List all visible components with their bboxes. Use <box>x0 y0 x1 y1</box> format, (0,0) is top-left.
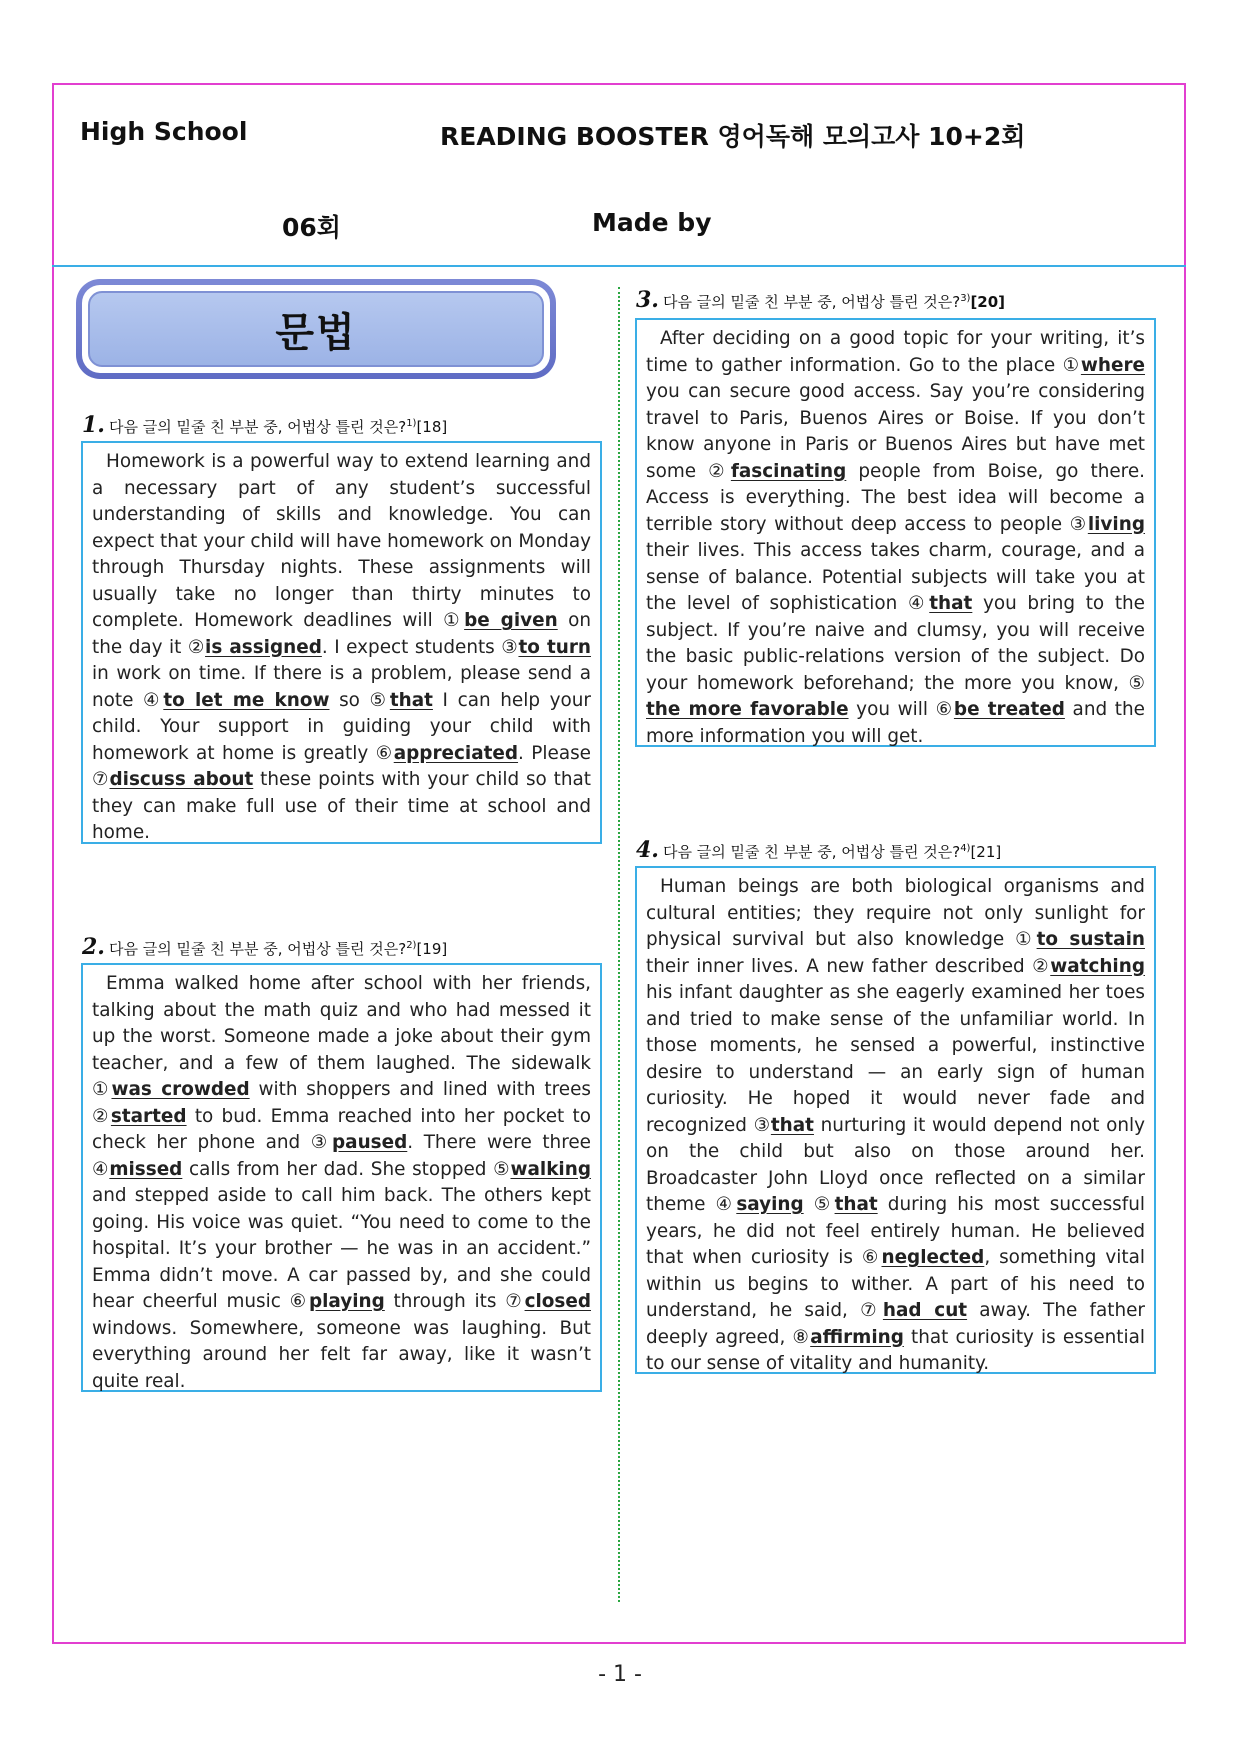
question-3-title: 3. 다음 글의 밑줄 친 부분 중, 어법상 틀린 것은?$^{3)}$[20] <box>636 287 1006 313</box>
passage-text: you will ⑥ <box>848 699 954 720</box>
underlined-choice: missed <box>109 1158 183 1180</box>
passage-text: . There were three ④ <box>92 1132 591 1180</box>
passage-text: to bud. Emma reached into her pocket to check her phone and ③ <box>92 1105 591 1153</box>
passage-text: you can secure good access. Say you’re considering travel to Paris, Buenos Aires or Boise. If you don’t know anyone in Paris or Buenos Aires but have met some ② <box>646 381 1145 482</box>
passage-text: . I expect students ③ <box>321 636 519 658</box>
passage-text: you bring to the subject. If you’re naive and clumsy, you will receive the basic public-relations version of the subject. Do your homework beforehand; the more you know, ⑤ <box>646 593 1145 694</box>
underlined-choice: affirming <box>810 1326 904 1348</box>
passage-text: windows. Somewhere, someone was laughing. But everything around her felt far away, like it wasn’t quite real. <box>92 1317 591 1392</box>
passage-text: during his most successful years, he did not feel entirely human. He believed that when curiosity is ⑥ <box>646 1194 1145 1268</box>
underlined-choice: started <box>110 1105 187 1127</box>
underlined-choice: that <box>389 689 433 711</box>
underlined-choice: watching <box>1050 955 1145 977</box>
header-title: READING BOOSTER 영어독해 모의고사 10+2회 <box>440 122 1026 151</box>
underlined-choice: be treated <box>953 699 1065 720</box>
passage-text: ⑤ <box>803 1194 835 1215</box>
question-3-passage <box>635 318 1156 747</box>
underlined-choice: had cut <box>882 1300 968 1321</box>
passage-text: nurturing it would depend not only on the child but also on those around her. Broadcaster John Lloyd once reflected on a similar theme ④ <box>646 1114 1145 1215</box>
underlined-choice: walking <box>510 1158 591 1180</box>
question-2-passage <box>81 963 602 1392</box>
passage-text: through its ⑦ <box>384 1291 525 1312</box>
header-school: High School <box>80 117 248 146</box>
passage-text: . Please ⑦ <box>92 742 591 790</box>
underlined-choice: neglected <box>881 1247 985 1268</box>
header-round: 06회 <box>282 213 341 242</box>
passage-text: people from Boise, go there. Access is everything. The best idea will become a terrible story without deep access to people ③ <box>646 460 1145 535</box>
passage-text: their lives. This access takes charm, courage, and a sense of balance. Potential subjects will take you at the level of sophistication ④ <box>646 540 1145 614</box>
underlined-choice: to turn <box>518 636 591 658</box>
question-4-passage <box>635 866 1156 1374</box>
section-title: 문법 <box>275 309 357 356</box>
passage-text: Homework is a powerful way to extend learning and a necessary part of any student’s successful understanding of skills and knowledge. You can expect that your child will have homework on Monday through Thursday nights. These assignments will usually take no longer than thirty minutes to complete. Homework deadlines will ① <box>92 451 591 631</box>
underlined-choice: to sustain <box>1036 929 1145 950</box>
question-1-title: 1. 다음 글의 밑줄 친 부분 중, 어법상 틀린 것은?$^{1)}$[18] <box>82 412 448 438</box>
passage-text: with shoppers and lined with trees ② <box>92 1079 591 1127</box>
underlined-choice: saying <box>736 1194 804 1215</box>
header-rule <box>52 265 1186 267</box>
underlined-choice: is assigned <box>205 636 322 658</box>
passage-text: and stepped aside to call him back. The others kept going. His voice was quiet. “You need to come to the hospital. It’s your brother — he was in an accident.” Emma didn’t move. A car passed by, and she could hear cheerful music ⑥ <box>92 1185 591 1312</box>
passage-text: their inner lives. A new father described ② <box>646 955 1051 977</box>
section-banner <box>76 279 556 379</box>
underlined-choice: discuss about <box>109 769 254 790</box>
underlined-choice: appreciated <box>393 742 519 764</box>
underlined-choice: the more favorable <box>646 699 849 720</box>
passage-text: on the day it ② <box>92 610 591 658</box>
underlined-choice: that <box>834 1194 878 1215</box>
underlined-choice: that <box>929 593 973 614</box>
passage-text: I can help your child. Your support in guiding your child with homework at home is greatly ⑥ <box>92 689 591 764</box>
underlined-choice: be given <box>464 610 558 631</box>
underlined-choice: playing <box>308 1291 385 1312</box>
underlined-choice: that <box>770 1114 814 1136</box>
underlined-choice: to let me know <box>163 689 330 711</box>
passage-text: and the more information you will get. <box>646 699 1145 747</box>
passage-text: Emma walked home after school with her friends, talking about the math quiz and who had messed it up the worst. Someone made a joke about their gym teacher, and a few of them laughed. The sidewalk ① <box>92 973 591 1100</box>
passage-text: these points with your child so that they can make full use of their time at school and home. <box>92 769 591 843</box>
underlined-choice: was crowded <box>111 1079 250 1100</box>
underlined-choice: living <box>1087 513 1145 535</box>
passage-text: his infant daughter as she eagerly examined her toes and tried to make sense of the unfamiliar world. In those moments, he sensed a powerful, instinctive desire to understand — an early sign of human curiosity. He hoped it would never fade and recognized ③ <box>646 982 1145 1136</box>
question-1-passage <box>81 441 602 844</box>
underlined-choice: fascinating <box>730 460 847 482</box>
passage-text: so ⑤ <box>329 689 390 711</box>
header-made-by: Made by <box>592 208 712 237</box>
passage-text: in work on time. If there is a problem, please send a note ④ <box>92 663 591 711</box>
question-2-title: 2. 다음 글의 밑줄 친 부분 중, 어법상 틀린 것은?$^{2)}$[19] <box>82 934 448 960</box>
underlined-choice: paused <box>332 1132 408 1153</box>
page-number: - 1 - <box>598 1662 642 1687</box>
passage-text: that curiosity is essential to our sense of vitality and humanity. <box>646 1326 1145 1374</box>
underlined-choice: closed <box>524 1291 591 1312</box>
passage-text: Human beings are both biological organisms and cultural entities; they require not only sunlight for physical survival but also knowledge ① <box>646 876 1145 950</box>
passage-text: After deciding on a good topic for your writing, it’s time to gather information. Go to the place ① <box>646 328 1145 376</box>
passage-text: , something vital within us begins to wither. A part of his need to understand, he said, ⑦ <box>646 1247 1145 1321</box>
question-4-title: 4. 다음 글의 밑줄 친 부분 중, 어법상 틀린 것은?$^{4)}$[21] <box>636 837 1002 863</box>
column-divider <box>618 287 620 1602</box>
underlined-choice: where <box>1080 354 1145 376</box>
passage-text: away. The father deeply agreed, ⑧ <box>646 1300 1145 1348</box>
passage-text: calls from her dad. She stopped ⑤ <box>182 1158 511 1180</box>
